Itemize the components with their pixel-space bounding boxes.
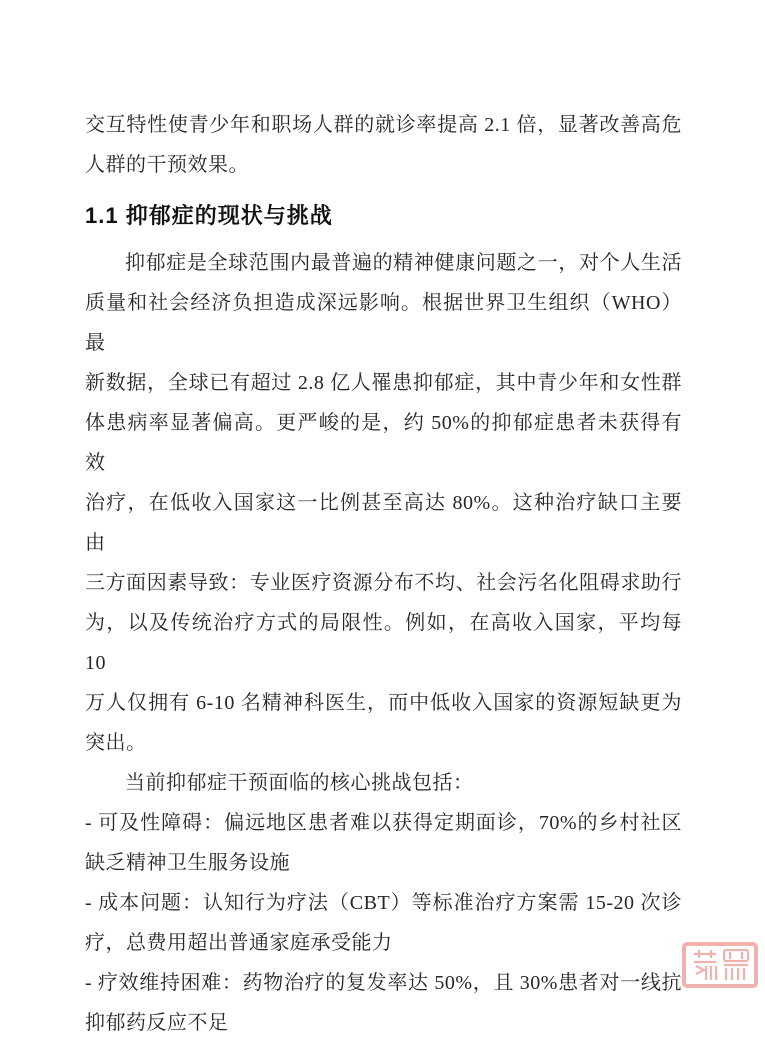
seal-stamp-watermark — [682, 942, 758, 1000]
body-line: 为，以及传统治疗方式的局限性。例如，在高收入国家，平均每 10 — [85, 612, 682, 674]
seal-glyphs — [694, 950, 748, 980]
body-line: 质量和社会经济负担造成深远影响。根据世界卫生组织（WHO）最 — [85, 292, 682, 354]
body-line: - 成本问题：认知行为疗法（CBT）等标准治疗方案需 15-20 次诊 — [85, 892, 682, 914]
document-body — [85, 105, 682, 1043]
section-heading: 1.1 抑郁症的现状与挑战 — [85, 203, 333, 228]
body-line: 万人仅拥有 6-10 名精神科医生，而中低收入国家的资源短缺更为 — [85, 692, 682, 714]
body-line: 抑郁药反应不足 — [85, 1012, 229, 1034]
body-line: 治疗，在低收入国家这一比例甚至高达 80%。这种治疗缺口主要由 — [85, 492, 682, 554]
body-line: 疗，总费用超出普通家庭承受能力 — [85, 932, 393, 954]
body-line: 交互特性使青少年和职场人群的就诊率提高 2.1 倍，显著改善高危 — [85, 114, 682, 136]
body-line: 当前抑郁症干预面临的核心挑战包括： — [125, 772, 474, 794]
body-line: 突出。 — [85, 732, 147, 754]
body-line: - 可及性障碍：偏远地区患者难以获得定期面诊，70%的乡村社区 — [85, 812, 682, 834]
body-line: - 疗效维持困难：药物治疗的复发率达 50%，且 30%患者对一线抗 — [85, 972, 682, 994]
body-line: 抑郁症是全球范围内最普遍的精神健康问题之一，对个人生活 — [125, 252, 682, 274]
body-line: 体患病率显著偏高。更严峻的是，约 50%的抑郁症患者未获得有效 — [85, 412, 682, 474]
body-line: 新数据，全球已有超过 2.8 亿人罹患抑郁症，其中青少年和女性群 — [85, 372, 682, 394]
body-line: 三方面因素导致：专业医疗资源分布不均、社会污名化阻碍求助行 — [85, 572, 682, 594]
body-line: 人群的干预效果。 — [85, 154, 249, 176]
body-line: 缺乏精神卫生服务设施 — [85, 852, 290, 874]
